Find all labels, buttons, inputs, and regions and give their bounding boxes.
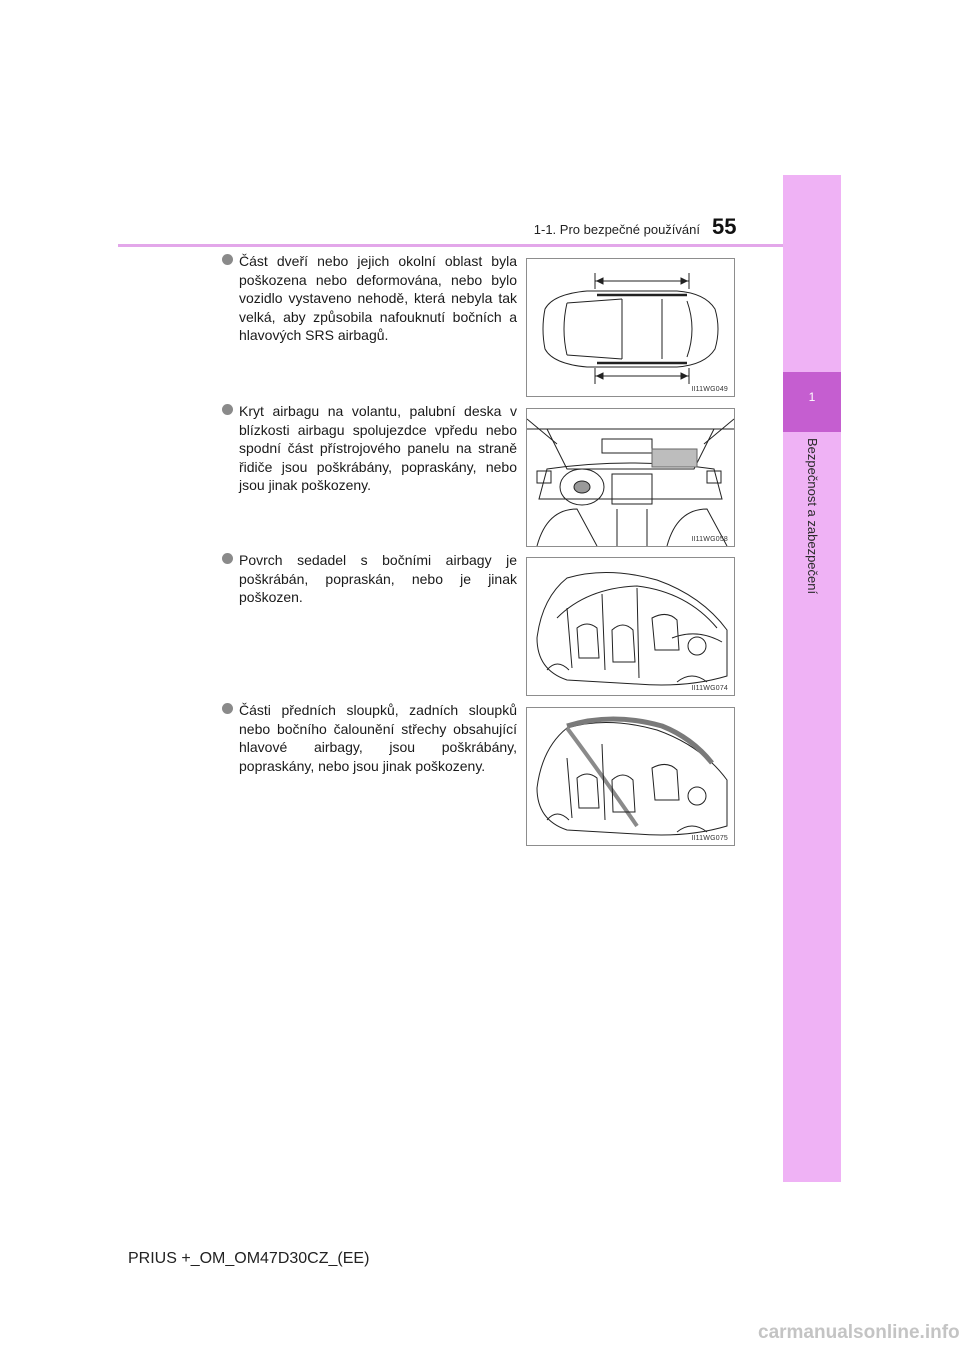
chapter-tab: [783, 175, 841, 1182]
car-top-view-illustration: [527, 259, 734, 396]
list-item: [222, 701, 517, 775]
figure-label: II11WG049: [691, 386, 728, 393]
chapter-title: Bezpečnost a zabezpečení: [805, 438, 820, 595]
figure-dashboard: [526, 408, 735, 547]
watermark: carmanualsonline.info: [758, 1322, 960, 1343]
figure-label: II11WG058: [691, 536, 728, 543]
item-text: Části předních sloupků, zadních sloupků nebo bočního čalounění střechy obsahující hlavové airbagy, jsou poškrábány, popraskány, nebo jsou jinak poškozeny.: [239, 702, 517, 774]
seats-illustration: [527, 558, 734, 695]
figure-seats: [526, 557, 735, 696]
list-item: [222, 252, 517, 345]
item-text: Kryt airbagu na volantu, palubní deska v blízkosti airbagu spolujezdce vpředu nebo spodní část přístrojového panelu na straně řidiče jsou poškrábány, popraskány, nebo jsou jinak poškozeny.: [239, 403, 517, 493]
figure-door-area: [526, 258, 735, 397]
header-divider: [118, 244, 783, 247]
pillars-illustration: [527, 708, 734, 845]
bullet-icon: [222, 703, 233, 714]
figure-pillars: [526, 707, 735, 846]
figure-label: II11WG075: [691, 835, 728, 842]
bullet-icon: [222, 553, 233, 564]
page-number: 55: [712, 214, 737, 239]
bullet-icon: [222, 404, 233, 415]
list-item: [222, 402, 517, 495]
item-text: Část dveří nebo jejich okolní oblast byla poškozena nebo deformována, nebo bylo vozidlo vystaveno nehodě, která nebyla tak velká, aby způsobila nafouknutí bočních a hlavových SRS airbagů.: [239, 253, 517, 343]
item-text: Povrch sedadel s bočními airbagy je poškrábán, popraskán, nebo je jinak poškozen.: [239, 552, 517, 605]
bullet-icon: [222, 254, 233, 265]
dashboard-illustration: [527, 409, 734, 546]
figure-label: II11WG074: [691, 685, 728, 692]
list-item: [222, 551, 517, 607]
section-title: 1-1. Pro bezpečné používání: [533, 222, 700, 237]
chapter-number: 1: [808, 390, 816, 404]
manual-code: PRIUS +_OM_OM47D30CZ_(EE): [128, 1250, 370, 1267]
